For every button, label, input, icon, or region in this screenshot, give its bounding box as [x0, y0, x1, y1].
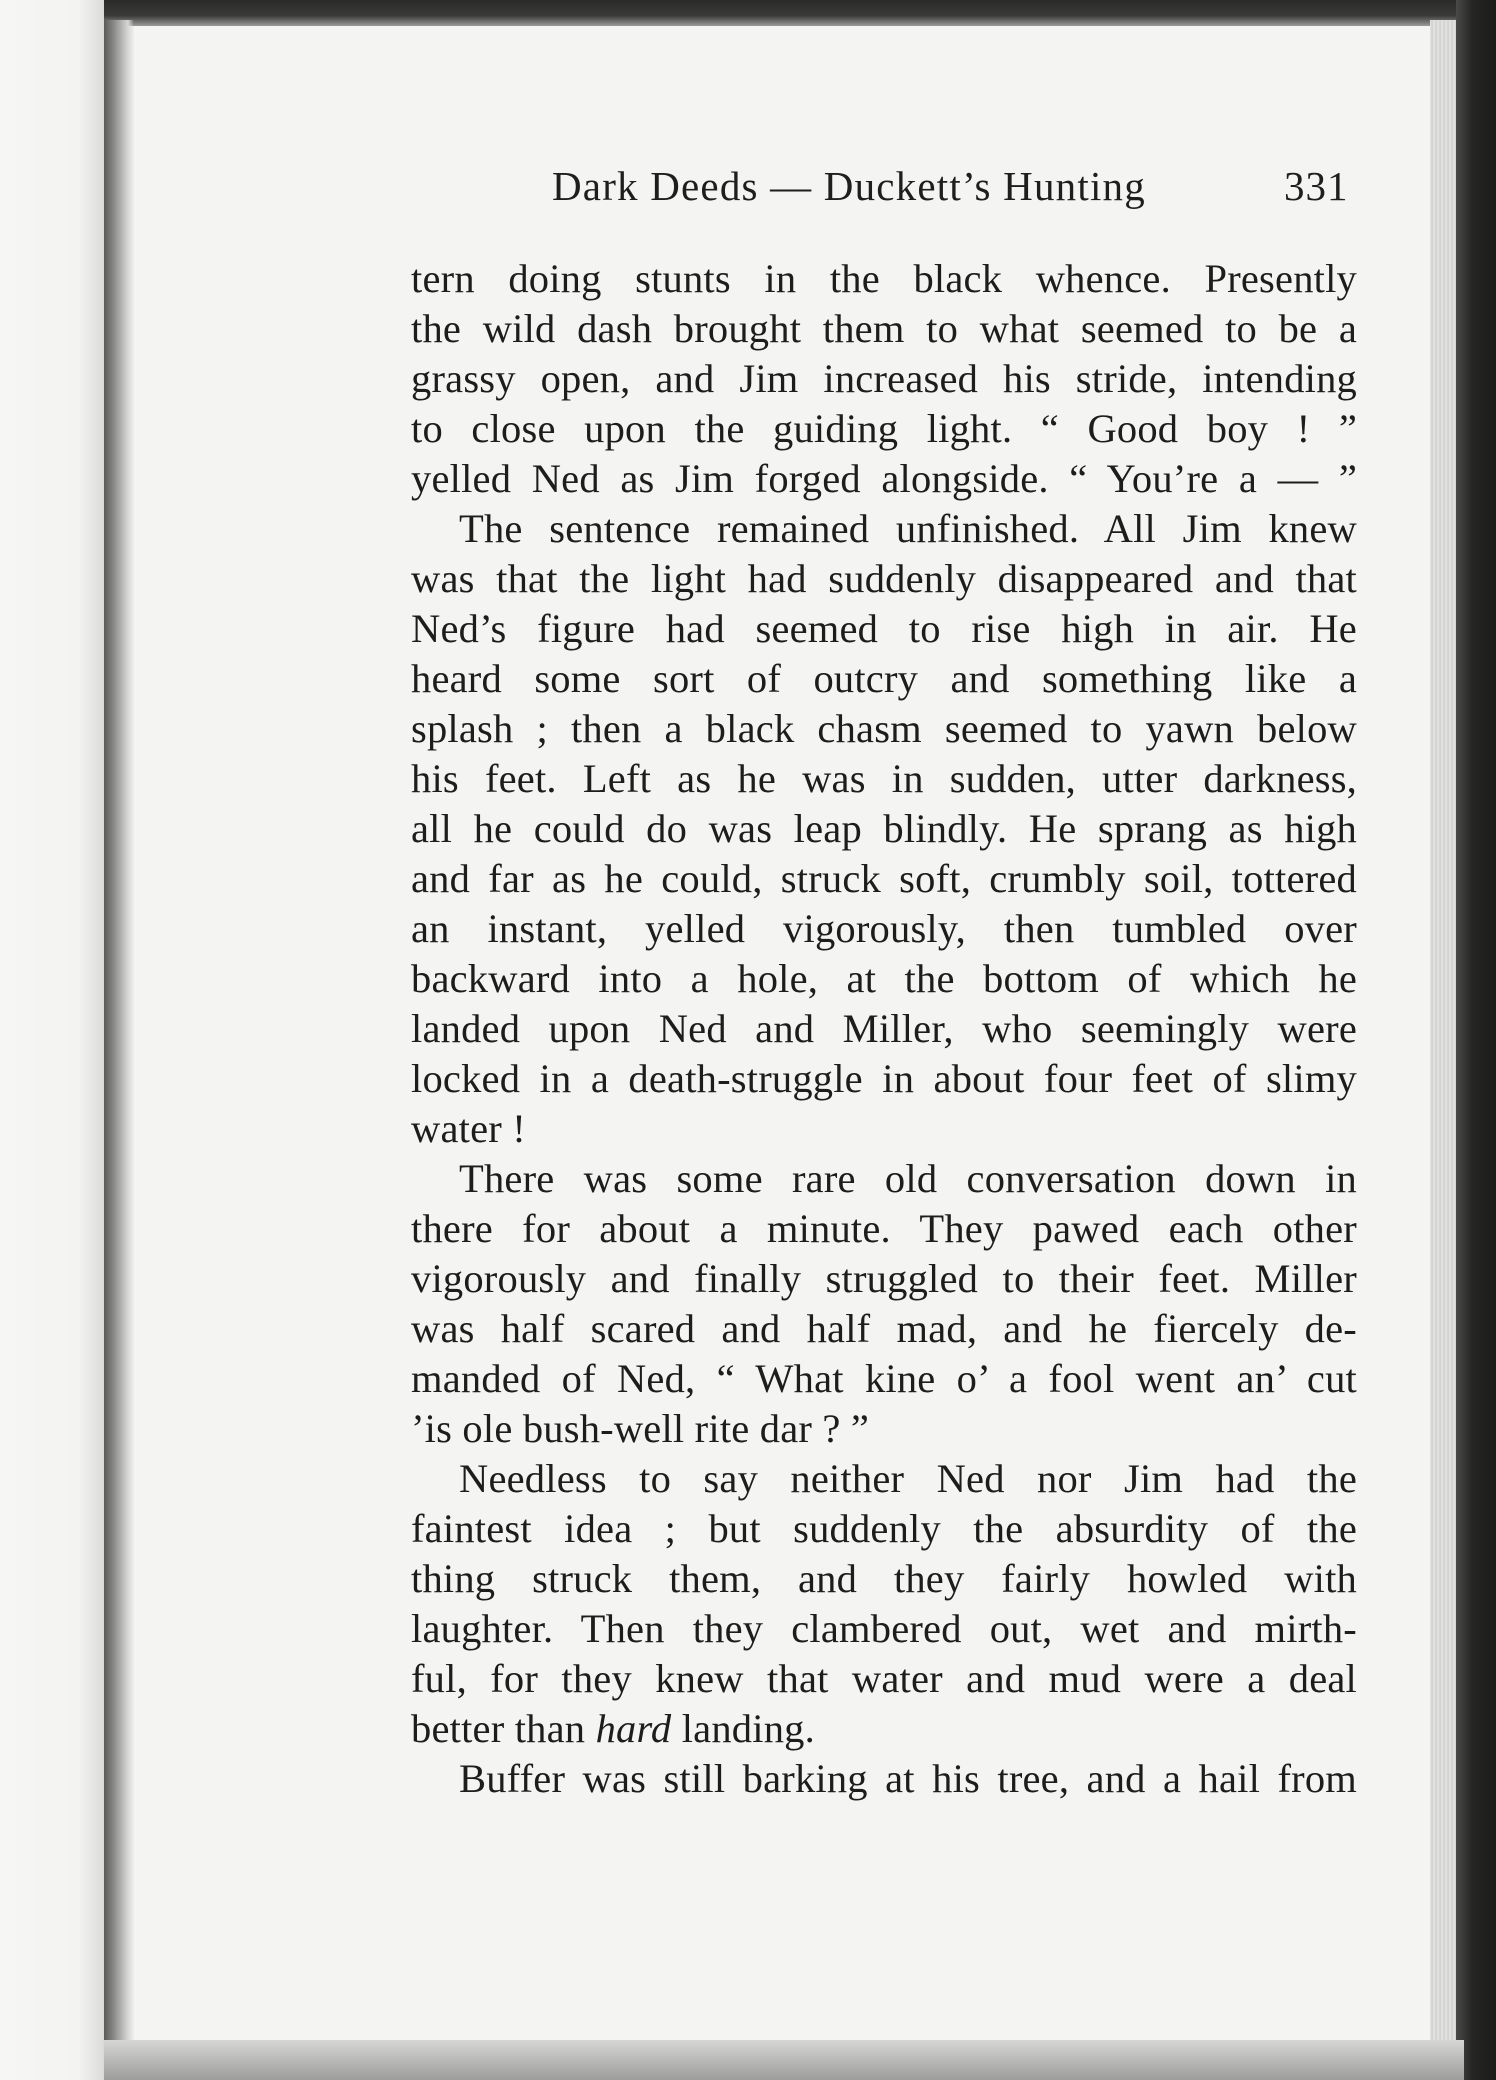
text-line: The sentence remained unfinished. All Jim knew: [459, 506, 1357, 551]
text-line-mixed: [411, 1704, 1357, 1754]
text-line: there for about a minute. They pawed each other: [411, 1206, 1357, 1251]
scan-top-border: [104, 0, 1496, 26]
text-line: to close upon the guiding light. “ Good boy ! ”: [411, 406, 1357, 451]
text-line: Needless to say neither Ned nor Jim had the: [459, 1456, 1357, 1501]
book-cover-edge: [1456, 0, 1496, 2080]
text-line: all he could do was leap blindly. He sprang as high: [411, 806, 1357, 851]
text-line: Buffer was still barking at his tree, and a hail from: [459, 1756, 1357, 1801]
running-head: [134, 162, 1430, 222]
running-title: Dark Deeds — Duckett’s Hunting: [552, 163, 1146, 209]
text-line: splash ; then a black chasm seemed to yawn below: [411, 706, 1357, 751]
page-number: 331: [1284, 163, 1349, 209]
text-line: and far as he could, struck soft, crumbly soil, tottered: [411, 856, 1357, 901]
text-line: landed upon Ned and Miller, who seemingly were: [411, 1006, 1357, 1051]
text-line: his feet. Left as he was in sudden, utter darkness,: [411, 756, 1357, 801]
text-line: locked in a death-struggle in about four feet of slimy: [411, 1056, 1357, 1101]
text-line: water !: [411, 1106, 526, 1151]
italic-word: hard: [595, 1706, 672, 1751]
text-line: was half scared and half mad, and he fiercely de-: [411, 1306, 1357, 1351]
book-gutter-shadow: [104, 20, 134, 2080]
text-line: yelled Ned as Jim forged alongside. “ You’re a — ”: [411, 456, 1357, 501]
text-run: better than: [411, 1706, 586, 1751]
text-line: laughter. Then they clambered out, wet and mirth-: [411, 1606, 1357, 1651]
text-line: heard some sort of outcry and something like a: [411, 656, 1357, 701]
text-line: ful, for they knew that water and mud were a deal: [411, 1656, 1357, 1701]
text-line: the wild dash brought them to what seemed to be a: [411, 306, 1357, 351]
text-line: There was some rare old conversation down in: [459, 1156, 1357, 1201]
text-line: faintest idea ; but suddenly the absurdity of the: [411, 1506, 1357, 1551]
text-line: manded of Ned, “ What kine o’ a fool went an’ cut: [411, 1356, 1357, 1401]
text-line: grassy open, and Jim increased his stride, intending: [411, 356, 1357, 401]
body-text: [411, 254, 1357, 1804]
text-line: Ned’s figure had seemed to rise high in air. He: [411, 606, 1357, 651]
book-page: [134, 26, 1430, 2040]
text-line: tern doing stunts in the black whence. Presently: [411, 256, 1357, 301]
text-line: an instant, yelled vigorously, then tumbled over: [411, 906, 1357, 951]
page-stack-edge: [1430, 20, 1458, 2080]
text-line: was that the light had suddenly disappeared and that: [411, 556, 1357, 601]
text-run: landing.: [681, 1706, 815, 1751]
scan-bottom-border: [104, 2040, 1464, 2080]
facing-page-edge: [0, 0, 112, 2080]
text-line: vigorously and finally struggled to their feet. Miller: [411, 1256, 1357, 1301]
text-line: backward into a hole, at the bottom of which he: [411, 956, 1357, 1001]
text-line: ’is ole bush-well rite dar ? ”: [411, 1406, 870, 1451]
text-line: thing struck them, and they fairly howled with: [411, 1556, 1357, 1601]
